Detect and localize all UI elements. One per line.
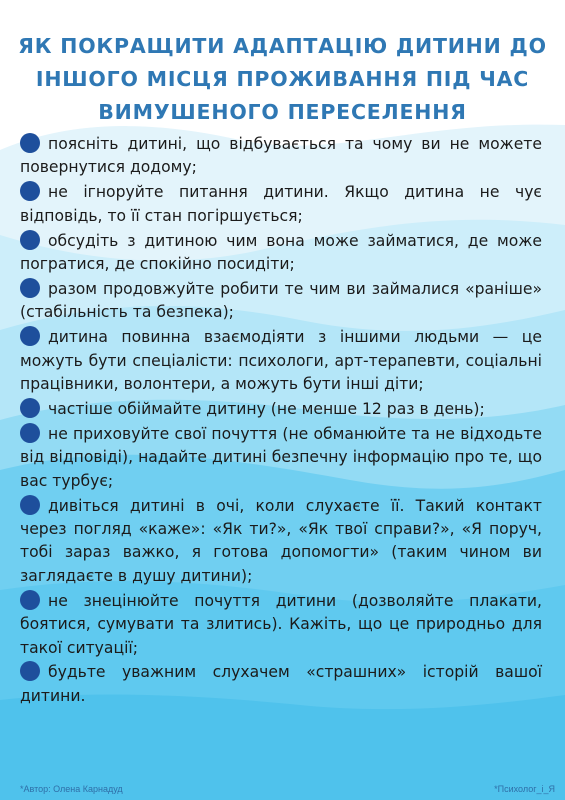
- list-item-text: разом продовжуйте робити те чим ви займалися «раніше» (стабільність та безпека);: [20, 279, 542, 322]
- bullet-icon: [20, 423, 40, 443]
- author-handle: *Психолог_і_Я: [494, 784, 555, 794]
- list-item: [20, 423, 542, 493]
- bullet-icon: [20, 230, 40, 250]
- bullet-icon: [20, 661, 40, 681]
- list-item-text: обсудіть з дитиною чим вона може займатися, де може погратися, де спокійно посидіти;: [20, 231, 542, 274]
- bullet-icon: [20, 278, 40, 298]
- bullet-icon: [20, 495, 40, 515]
- list-item: [20, 661, 542, 708]
- list-item: [20, 230, 542, 277]
- list-item: [20, 398, 542, 421]
- list-item-text: дитина повинна взаємодіяти з іншими людьми — це можуть бути спеціалісти: психологи, арт-терапевти, соціальні працівники, волонтери, а можуть бути інші діти;: [20, 328, 542, 394]
- list-item-text: будьте уважним слухачем «страшних» історій вашої дитини.: [20, 663, 542, 705]
- bullet-icon: [20, 181, 40, 201]
- list-item: [20, 133, 542, 180]
- list-item-text: поясніть дитині, що відбувається та чому ви не можете повернутися додому;: [20, 135, 542, 177]
- bullet-icon: [20, 590, 40, 610]
- list-item: [20, 181, 542, 228]
- page-title: [0, 30, 565, 129]
- list-item: [20, 326, 542, 396]
- list-item: [20, 590, 542, 660]
- list-item-text: не ігноруйте питання дитини. Якщо дитина не чує відповідь, то її стан погіршується;: [20, 183, 542, 225]
- title-line-3: ВИМУШЕНОГО ПЕРЕСЕЛЕННЯ: [98, 100, 467, 124]
- title-line-1: ЯК ПОКРАЩИТИ АДАПТАЦІЮ ДИТИНИ ДО: [18, 34, 547, 58]
- list-item-text: дивіться дитині в очі, коли слухаєте її. Такий контакт через погляд «каже»: «Як ти?», «Як твої справи?», «Я поруч, тобі зараз важко, я готова допомогти» (таким чином ви заглядаєте в душу дитини);: [20, 496, 542, 585]
- list-item-text: частіше обіймайте дитину (не менше 12 раз в день);: [48, 399, 485, 418]
- author-credit: *Автор: Олена Карнадуд: [20, 784, 123, 794]
- list-item: [20, 495, 542, 589]
- list-item-text: не знецінюйте почуття дитини (дозволяйте плакати, боятися, сумувати та злитись). Кажіть, що це природньо для такої ситуації;: [20, 591, 542, 657]
- title-line-2: ІНШОГО МІСЦЯ ПРОЖИВАННЯ ПІД ЧАС: [35, 67, 530, 91]
- list-item-text: не приховуйте свої почуття (не обманюйте та не відходьте від відповіді), надайте дитині безпечну інформацію про те, що вас турбує;: [20, 424, 542, 490]
- bullet-icon: [20, 326, 40, 346]
- bullet-icon: [20, 133, 40, 153]
- advice-list: [20, 133, 542, 710]
- bullet-icon: [20, 398, 40, 418]
- list-item: [20, 278, 542, 325]
